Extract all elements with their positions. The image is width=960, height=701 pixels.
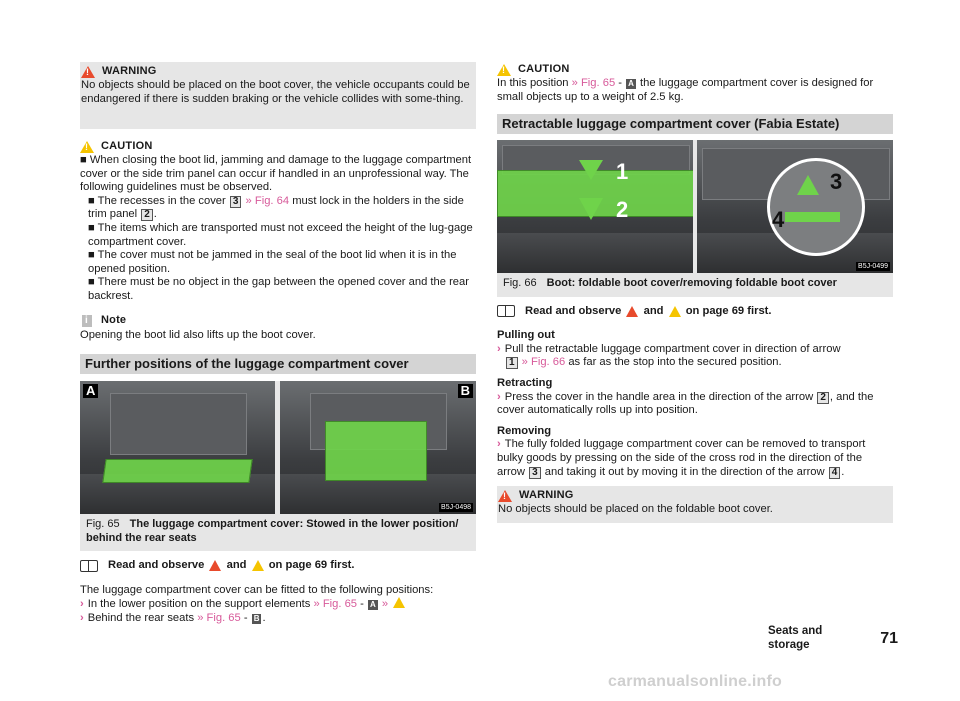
arrow-down-icon — [579, 198, 603, 220]
figure-link[interactable]: » Fig. 65 — [571, 77, 616, 89]
figure-link[interactable]: » Fig. 66 — [521, 356, 566, 369]
warning-icon — [626, 306, 638, 317]
read-observe-line: Read and observe and on page 69 first. — [497, 305, 893, 319]
warning-icon — [498, 490, 512, 502]
caution-icon — [393, 597, 405, 608]
photo-position-a — [80, 381, 275, 514]
section-title-further-positions: Further positions of the luggage compartment cover — [80, 354, 476, 374]
warning-title: WARNING — [102, 64, 157, 77]
figure-label-b: B — [458, 384, 473, 398]
note-text: Opening the boot lid also lifts up the boot cover. — [80, 328, 316, 341]
position-item-1: › In the lower position on the support elements » Fig. 65 - A » — [80, 597, 476, 612]
warning-icon — [209, 560, 221, 571]
figure-letter: A — [628, 79, 634, 88]
caution-block-right — [497, 62, 893, 104]
caution-bullet-1: ■ The recesses in the cover 3 » Fig. 64 must lock in the holders in the side trim panel 2 . — [88, 194, 464, 221]
caution-text: In this position » Fig. 65 - A the luggage compartment cover is designed for small objects up to a weight of 2.5 kg. — [497, 77, 874, 103]
caution-bullet-4: ■ There must be no object in the gap between the opened cover and the rear backrest. — [88, 276, 469, 302]
step-retracting: › Press the cover in the handle area in the direction of the arrow 2 , and the cover automatically rolls up into position. — [497, 390, 874, 417]
arrow-up-icon — [797, 175, 819, 195]
chevron-right-icon: › — [80, 611, 84, 624]
warning-text: No objects should be placed on the boot cover, the vehicle occupants could be endangered if there is sudden braking or the vehicle collides with some-thing. — [81, 79, 470, 105]
arrow-number-3: 3 — [830, 169, 843, 195]
warning-title: WARNING — [519, 488, 574, 501]
figure-66 — [497, 140, 893, 273]
caution-title: CAUTION — [518, 62, 570, 75]
book-icon — [497, 305, 515, 317]
note-title: Note — [101, 314, 127, 327]
photo-pulling-cover — [497, 140, 693, 273]
note-icon — [82, 315, 92, 327]
figure-65 — [80, 381, 476, 514]
callout-number: 2 — [141, 209, 153, 221]
figure-label-a: A — [83, 384, 98, 398]
warning-box-foldable-cover — [497, 486, 893, 523]
position-item-2: › Behind the rear seats » Fig. 65 - B . — [80, 611, 266, 624]
caution-block — [80, 139, 476, 304]
right-column — [497, 62, 893, 523]
figure-65-caption: Fig. 65 The luggage compartment cover: Stowed in the lower position/ behind the rear seats — [80, 514, 476, 551]
note-block — [80, 314, 476, 343]
chevron-right-icon: › — [80, 598, 84, 611]
callout-number: 3 — [529, 467, 541, 479]
caution-bullet-2: ■ The items which are transported must not exceed the height of the lug-gage compartment cover. — [88, 221, 473, 248]
warning-box-boot-cover — [80, 62, 476, 129]
warning-text: No objects should be placed on the foldable boot cover. — [498, 503, 773, 516]
arrow-number-2: 2 — [616, 197, 629, 223]
luggage-cover-behind-seats — [325, 421, 427, 481]
caution-icon — [669, 306, 681, 317]
watermark: carmanualsonline.info — [608, 673, 783, 690]
read-observe-line: Read and observe and on page 69 first. — [80, 559, 476, 573]
left-column — [80, 62, 476, 626]
caution-icon — [80, 141, 94, 153]
photo-position-b — [280, 381, 476, 514]
step-removing: › The fully folded luggage compartment cover can be removed to transport bulky goods by pressing on the side of the cross rod in the direction of the arrow 3 and taking it out by moving it in the direction of the arrow 4 . — [497, 438, 866, 478]
arrow-left-icon — [785, 212, 840, 222]
caution-icon — [252, 560, 264, 571]
chevron-right-icon: › — [497, 390, 501, 403]
luggage-cover-lower — [102, 459, 252, 483]
callout-number: 4 — [829, 467, 841, 479]
caution-bullet-3: ■ The cover must not be jammed in the seal of the boot lid when it is in the opened position. — [88, 249, 457, 275]
arrow-number-1: 1 — [616, 159, 629, 185]
figure-letter: B — [253, 613, 260, 623]
image-code: B5J-0499 — [858, 263, 888, 271]
footer-section: Seats and storage — [768, 625, 823, 651]
image-code: B5J-0498 — [441, 504, 471, 512]
figure-link[interactable]: » Fig. 65 — [313, 598, 358, 611]
subheading-removing: Removing — [497, 424, 552, 437]
callout-number: 1 — [506, 357, 518, 369]
positions-intro: The luggage compartment cover can be fitted to the following positions: — [80, 583, 434, 596]
figure-letter: A — [370, 600, 376, 610]
caution-title: CAUTION — [101, 139, 153, 152]
photo-removing-cover — [697, 140, 893, 273]
section-title-retractable-cover: Retractable luggage compartment cover (Fabia Estate) — [497, 114, 893, 134]
step-pulling-out: › Pull the retractable luggage compartment cover in direction of arrow 1 » Fig. 66 as far as the stop into the secured position. — [497, 342, 841, 369]
book-icon — [80, 560, 98, 572]
callout-number: 2 — [817, 392, 829, 404]
figure-link[interactable]: » Fig. 65 — [197, 611, 241, 624]
subheading-pulling-out: Pulling out — [497, 329, 555, 342]
figure-link[interactable]: » Fig. 64 — [245, 194, 290, 207]
page-number: 71 — [880, 630, 898, 648]
chevron-right-icon: › — [497, 342, 501, 355]
chevron-right-icon: › — [497, 438, 501, 451]
page-footer — [768, 625, 898, 651]
arrow-down-icon — [579, 160, 603, 180]
warning-icon — [81, 66, 95, 78]
arrow-number-4: 4 — [772, 207, 785, 233]
figure-66-caption: Fig. 66 Boot: foldable boot cover/removing foldable boot cover — [497, 273, 893, 297]
caution-text: ■ When closing the boot lid, jamming and damage to the luggage compartment cover or the side trim panel can occur if handled in an unprofessional way. The following guidelines must be observed. — [80, 154, 472, 194]
subheading-retracting: Retracting — [497, 377, 553, 390]
caution-icon — [497, 64, 511, 76]
callout-number: 3 — [230, 196, 242, 208]
